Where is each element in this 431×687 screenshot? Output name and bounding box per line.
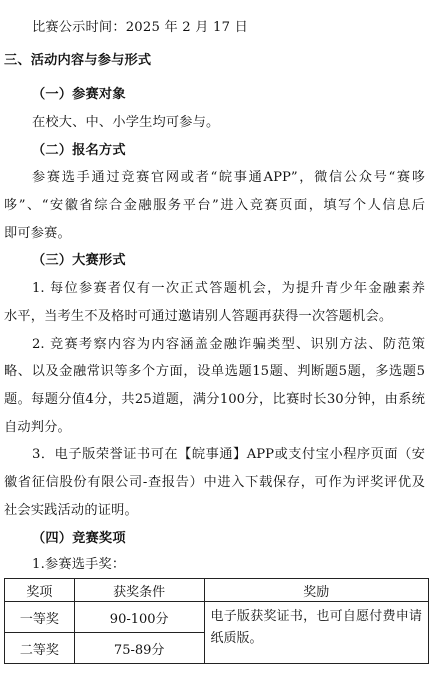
subsection-4-title: （四）竞赛奖项 <box>32 531 126 546</box>
table-row <box>5 602 429 633</box>
cell-condition: 90-100分 <box>74 602 204 633</box>
subsection-2-line-2: 哆”、“安徽省综合金融服务平台”进入竞赛页面，填写个人信息后 <box>4 198 425 213</box>
item-1-line-1: 1. 每位参赛者仅有一次正式答题机会，为提升青少年金融素养 <box>32 281 425 296</box>
item-3-line-1: 3．电子版荣誉证书可在【皖事通】APP或支付宝小程序页面（安 <box>32 447 425 462</box>
announce-time: 比赛公示时间：2025 年 2 月 17 日 <box>32 20 248 35</box>
cell-prize: 二等奖 <box>5 633 75 664</box>
awards-table <box>4 578 429 664</box>
subsection-2-line-1: 参赛选手通过竞赛官网或者“皖事通APP”，微信公众号“赛哆 <box>32 170 425 185</box>
subsection-1-title: （一）参赛对象 <box>32 87 126 102</box>
header-reward: 奖励 <box>204 579 428 602</box>
subsection-2-line-3: 即可参赛。 <box>4 226 71 241</box>
cell-condition: 75-89分 <box>74 633 204 664</box>
subsection-1-body: 在校大、中、小学生均可参与。 <box>32 115 220 130</box>
item-3-line-2: 徽省征信股份有限公司-查报告）中进入下载保存，可作为评奖评优及 <box>4 475 425 490</box>
table-header-row <box>5 579 429 602</box>
subsection-3-title: （三）大赛形式 <box>32 253 126 268</box>
item-3-line-3: 社会实践活动的证明。 <box>4 503 138 518</box>
item-2-line-3: 题。每题分值4分，共25道题，满分100分，比赛时长30分钟，由系统 <box>4 392 425 407</box>
header-prize: 奖项 <box>5 579 75 602</box>
cell-prize: 一等奖 <box>5 602 75 633</box>
item-2-line-1: 2. 竞赛考察内容为内容涵盖金融诈骗类型、识别方法、防范策 <box>32 337 425 352</box>
subsection-2-title: （二）报名方式 <box>32 143 126 158</box>
item-1-line-2: 水平，当考生不及格时可通过邀请别人答题再获得一次答题机会。 <box>4 309 393 324</box>
item-2-line-2: 略、以及金融常识等多个方面，设单选题15题、判断题5题，多选题5 <box>4 364 425 379</box>
section-3-title: 三、活动内容与参与形式 <box>4 53 152 68</box>
prize-intro: 1.参赛选手奖： <box>32 557 126 572</box>
header-condition: 获奖条件 <box>74 579 204 602</box>
reward-text: 电子版获奖证书，也可自愿付费申请纸质版。 <box>210 609 422 646</box>
item-2-line-4: 自动判分。 <box>4 420 71 435</box>
cell-reward <box>204 602 428 664</box>
